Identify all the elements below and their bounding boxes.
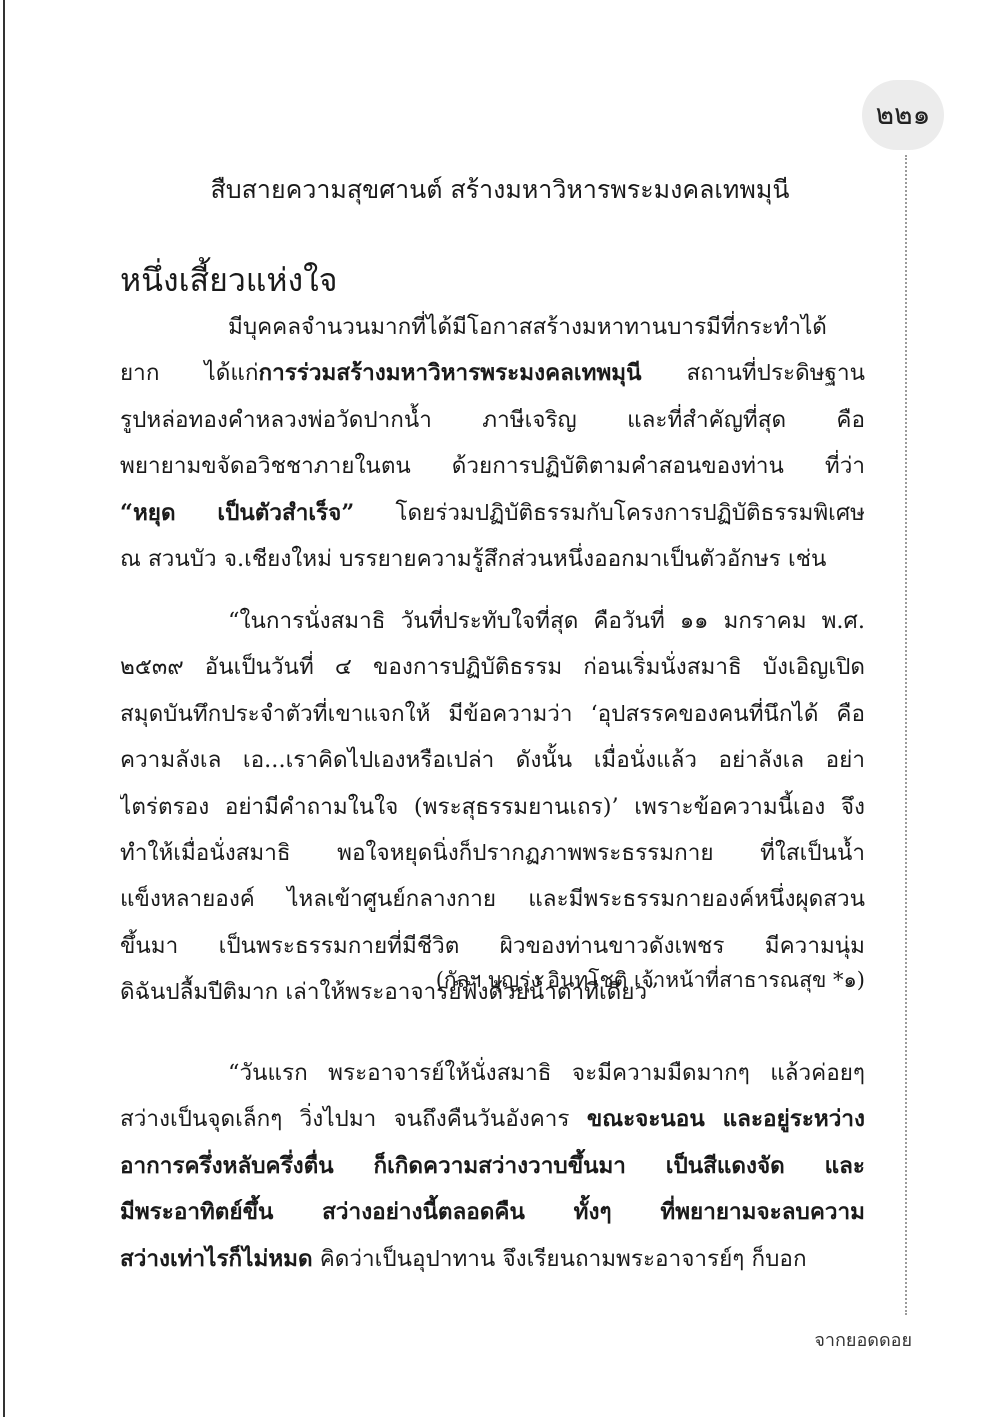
quote1-line-5: ไตร่ตรอง อย่ามีคำถามในใจ (พระสุธรรมยานเถร)’ เพราะข้อความนี้เอง จึง — [120, 793, 865, 820]
quote1-line-9: ดิฉันปลื้มปีติมาก เล่าให้พระอาจารย์ฟังด้วยน้ำตาทีเดียว” — [120, 979, 659, 1006]
quote2-line-5-bold: สว่างเท่าไรก็ไม่หมด — [120, 1245, 313, 1272]
footer-book-title: จากยอดดอย — [814, 1330, 912, 1351]
quote1-line-8: ขึ้นมา เป็นพระธรรมกายที่มีชีวิต ผิวของท่านขาวดังเพชร มีความนุ่ม — [120, 932, 865, 959]
intro-line-1: มีบุคคลจำนวนมากที่ได้มีโอกาสสร้างมหาทานบารมีที่กระทำได้ — [228, 314, 827, 340]
quote1-line-6: ทำให้เมื่อนั่งสมาธิ พอใจหยุดนิ่งก็ปรากฏภาพพระธรรมกาย ที่ใสเป็นน้ำ — [120, 840, 865, 867]
quote2-line-2-bold: ขณะจะนอน และอยู่ระหว่าง — [586, 1106, 865, 1133]
quote1-line-4: ความลังเล เอ...เราคิดไปเองหรือเปล่า ดังนั้น เมื่อนั่งแล้ว อย่าลังเล อย่า — [120, 747, 865, 774]
intro-line-6: ณ สวนบัว จ.เชียงใหม่ บรรยายความรู้สึกส่วนหนึ่งออกมาเป็นตัวอักษร เช่น — [120, 546, 827, 573]
running-header: สืบสายความสุขศานต์ สร้างมหาวิหารพระมงคลเทพมุนี — [210, 175, 790, 204]
quote2-line-3: อาการครึ่งหลับครึ่งตื่น ก็เกิดความสว่างวาบขึ้นมา เป็นสีแดงจัด และ — [120, 1152, 865, 1179]
quote-1-citation: (กัลฯ บุญรุ่ง อินทโชติ เจ้าหน้าที่สาธารณสุข *๑) — [435, 968, 865, 992]
dotted-margin-rule — [905, 155, 907, 1315]
intro-bold-project-name: การร่วมสร้างมหาวิหารพระมงคลเทพมุนี — [258, 360, 642, 387]
quote-2-paragraph — [120, 1050, 865, 1282]
quote1-line-2: ๒๕๓๙ อันเป็นวันที่ ๔ ของการปฏิบัติธรรม ก่อนเริ่มนั่งสมาธิ บังเอิญเปิด — [120, 654, 865, 681]
intro-line-5 — [120, 490, 865, 536]
quote2-line-5-b: คิดว่าเป็นอุปาทาน จึงเรียนถามพระอาจารย์ๆ ก็บอก — [312, 1245, 807, 1272]
section-heading: หนึ่งเสี้ยวแห่งใจ — [120, 261, 338, 299]
page-left-border — [3, 0, 5, 1417]
intro-line-2 — [120, 350, 865, 396]
quote2-line-2 — [120, 1096, 865, 1142]
quote1-line-3: สมุดบันทึกประจำตัวที่เขาแจกให้ มีข้อความว่า ‘อุปสรรคของคนที่นึกได้ คือ — [120, 700, 865, 727]
intro-line-5-b: โดยร่วมปฏิบัติธรรมกับโครงการปฏิบัติธรรมพิเศษ — [354, 499, 865, 526]
intro-bold-quote: “หยุด เป็นตัวสำเร็จ” — [120, 499, 355, 526]
quote-1-paragraph — [120, 598, 865, 1016]
intro-line-2-a: ยาก ได้แก่ — [120, 360, 259, 387]
intro-paragraph — [120, 304, 865, 582]
quote2-line-4: มีพระอาทิตย์ขึ้น สว่างอย่างนี้ตลอดคืน ทั้งๆ ที่พยายามจะลบความ — [120, 1199, 865, 1226]
quote1-line-1: “ในการนั่งสมาธิ วันที่ประทับใจที่สุด คือวันที่ ๑๑ มกราคม พ.ศ. — [228, 608, 865, 634]
intro-line-4: พยายามขจัดอวิชชาภายในตน ด้วยการปฏิบัติตามคำสอนของท่าน ที่ว่า — [120, 453, 865, 480]
quote2-line-5 — [120, 1236, 865, 1282]
quote1-line-7: แข็งหลายองค์ ไหลเข้าศูนย์กลางกาย และมีพระธรรมกายองค์หนึ่งผุดสวน — [120, 886, 865, 913]
intro-line-3: รูปหล่อทองคำหลวงพ่อวัดปากน้ำ ภาษีเจริญ และที่สำคัญที่สุด คือ — [120, 406, 865, 433]
quote2-line-2-a: สว่างเป็นจุดเล็กๆ วิ่งไปมา จนถึงคืนวันอังคาร — [120, 1106, 587, 1133]
intro-line-2-c: สถานที่ประดิษฐาน — [641, 360, 865, 387]
page-number — [862, 80, 944, 150]
page-number-text: ๒๒๑ — [875, 98, 931, 131]
quote2-line-1: “วันแรก พระอาจารย์ให้นั่งสมาธิ จะมีความมืดมากๆ แล้วค่อยๆ — [228, 1060, 865, 1086]
